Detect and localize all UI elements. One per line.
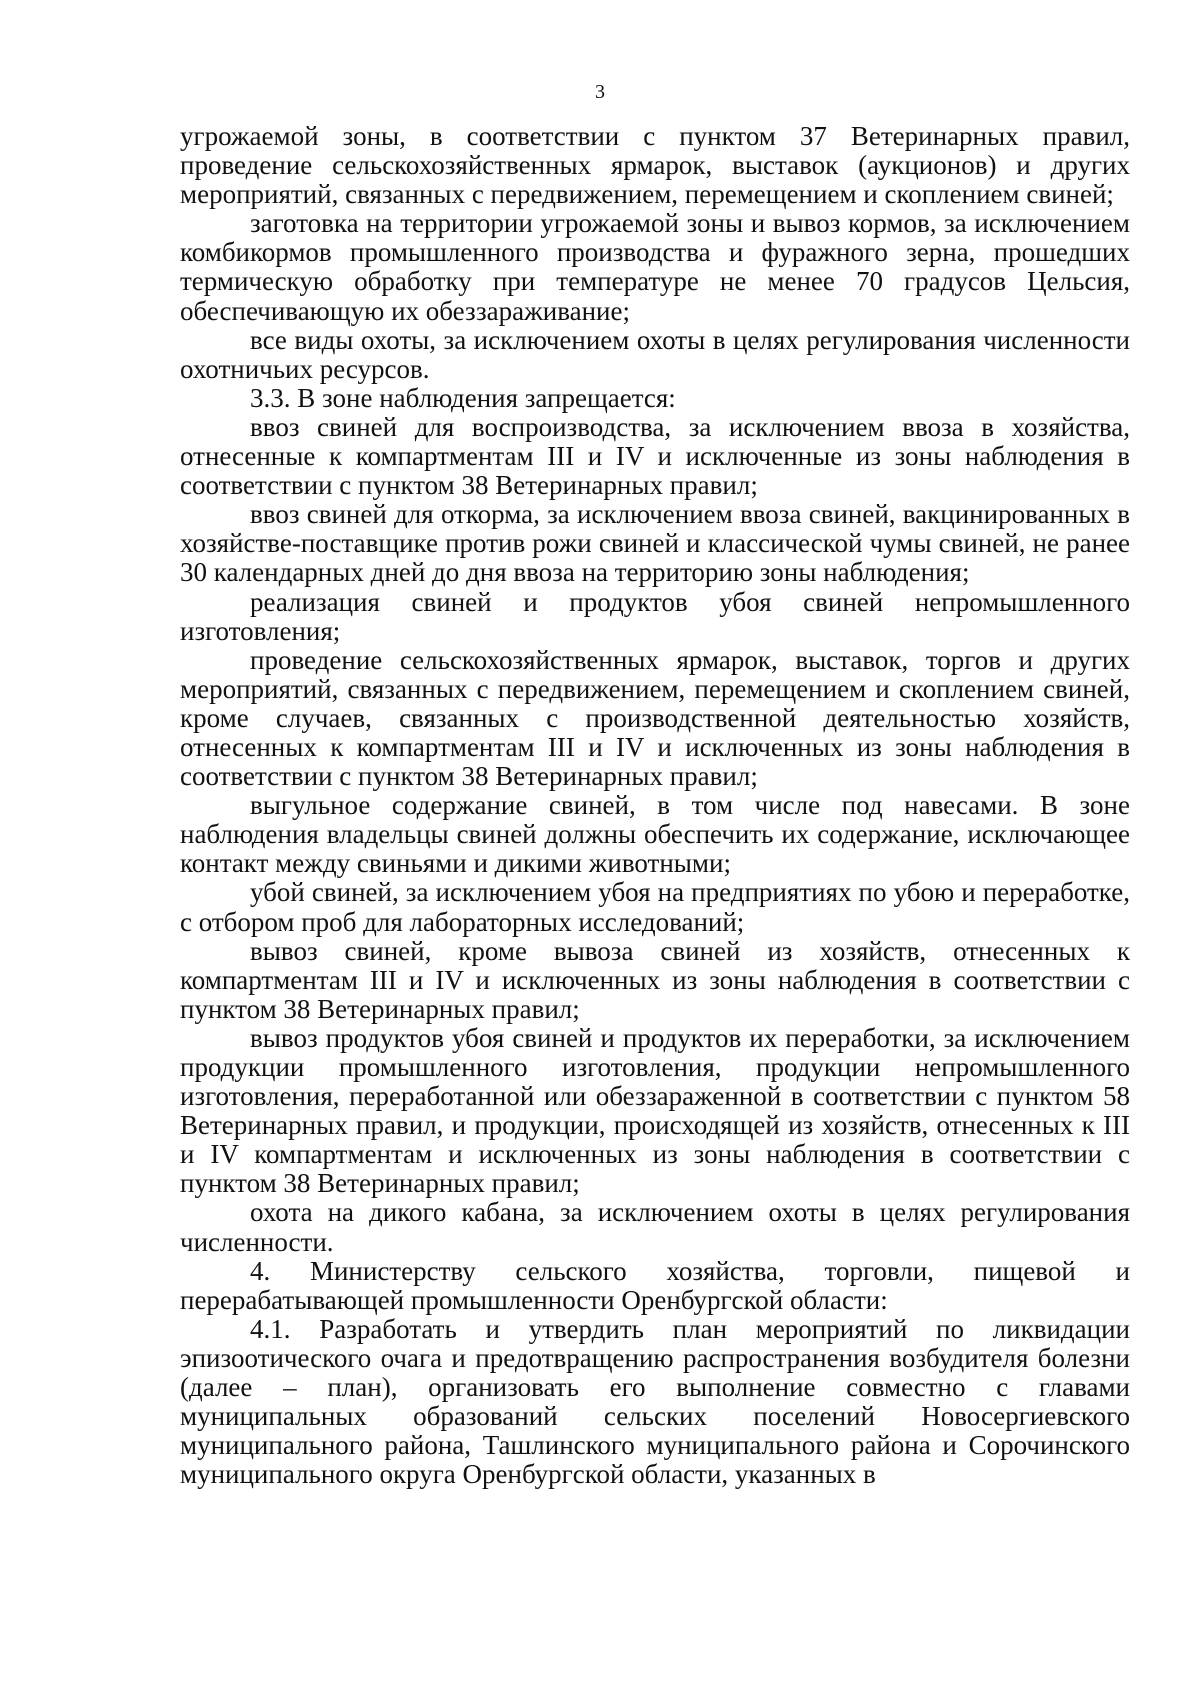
page-number: 3 xyxy=(595,81,605,103)
paragraph-fairs-exhibitions: проведение сельскохозяйственных ярмарок, выставок, торгов и других мероприятий, связанных с передвижением, перемещением и скоплением свиней, кроме случаев, связанных с производственной деятельностью хозяйств, отнесенных к компартментам III и IV и исключенных из зоны наблюдения в соответствии с пунктом 38 Ветеринарных правил; xyxy=(180,644,1130,792)
paragraph-wild-boar-hunting: охота на дикого кабана, за исключением охоты в целях регулирования численности. xyxy=(180,1197,1130,1257)
paragraph-section-3-3: 3.3. В зоне наблюдения запрещается: xyxy=(250,382,676,413)
paragraph-section-4: 4. Министерству сельского хозяйства, торговли, пищевой и перерабатывающей промышленности Оренбургской области: xyxy=(180,1255,1130,1315)
document-body xyxy=(180,122,1130,1489)
paragraph-import-fattening: ввоз свиней для откорма, за исключением ввоза свиней, вакцинированных в хозяйстве-поставщике против рожи свиней и классической чумы свиней, не ранее 30 календарных дней до дня ввоза на территорию зоны наблюдения; xyxy=(180,499,1130,588)
paragraph-free-range-keeping: выгульное содержание свиней, в том числе под навесами. В зоне наблюдения владельцы свиней должны обеспечить их содержание, исключающее контакт между свиньями и дикими животными; xyxy=(180,790,1130,879)
paragraph-feed-procurement: заготовка на территории угрожаемой зоны и вывоз кормов, за исключением комбикормов промышленного производства и фуражного зерна, прошедших термическую обработку при температуре не менее 70 градусов Цельсия, обеспечивающую их обеззараживание; xyxy=(180,208,1130,326)
paragraph-export-pigs: вывоз свиней, кроме вывоза свиней из хозяйств, отнесенных к компартментам III и IV и исключенных из зоны наблюдения в соответствии с пунктом 38 Ветеринарных правил; xyxy=(180,935,1130,1024)
paragraph-threatened-zone-fairs: угрожаемой зоны, в соответствии с пунктом 37 Ветеринарных правил, проведение сельскохозяйственных ярмарок, выставок (аукционов) и других мероприятий, связанных с передвижением, перемещением и скоплением свиней; xyxy=(180,121,1130,210)
paragraph-hunting-ban: все виды охоты, за исключением охоты в целях регулирования численности охотничьих ресурсов. xyxy=(180,324,1130,384)
paragraph-slaughter: убой свиней, за исключением убоя на предприятиях по убою и переработке, с отбором проб для лабораторных исследований; xyxy=(180,877,1130,937)
paragraph-export-products: вывоз продуктов убоя свиней и продуктов их переработки, за исключением продукции промышленного изготовления, продукции непромышленного изготовления, переработанной или обеззараженной в соответствии с пунктом 58 Ветеринарных правил, и продукции, происходящей из хозяйств, отнесенных к III и IV компартментам и исключенных из зоны наблюдения в соответствии с пунктом 38 Ветеринарных правил; xyxy=(180,1022,1130,1199)
paragraph-import-breeding: ввоз свиней для воспроизводства, за исключением ввоза в хозяйства, отнесенные к компартментам III и IV и исключенные из зоны наблюдения в соответствии с пунктом 38 Ветеринарных правил; xyxy=(180,411,1130,501)
paragraph-section-4-1: 4.1. Разработать и утвердить план мероприятий по ликвидации эпизоотического очага и предотвращению распространения возбудителя болезни (далее – план), организовать его выполнение совместно с главами муниципальных образований сельских поселений Новосергиевского муниципального района, Ташлинского муниципального района и Сорочинского муниципального округа Оренбургской области, указанных в xyxy=(180,1313,1130,1490)
paragraph-sale-of-pigs: реализация свиней и продуктов убоя свиней непромышленного изготовления; xyxy=(180,586,1130,646)
